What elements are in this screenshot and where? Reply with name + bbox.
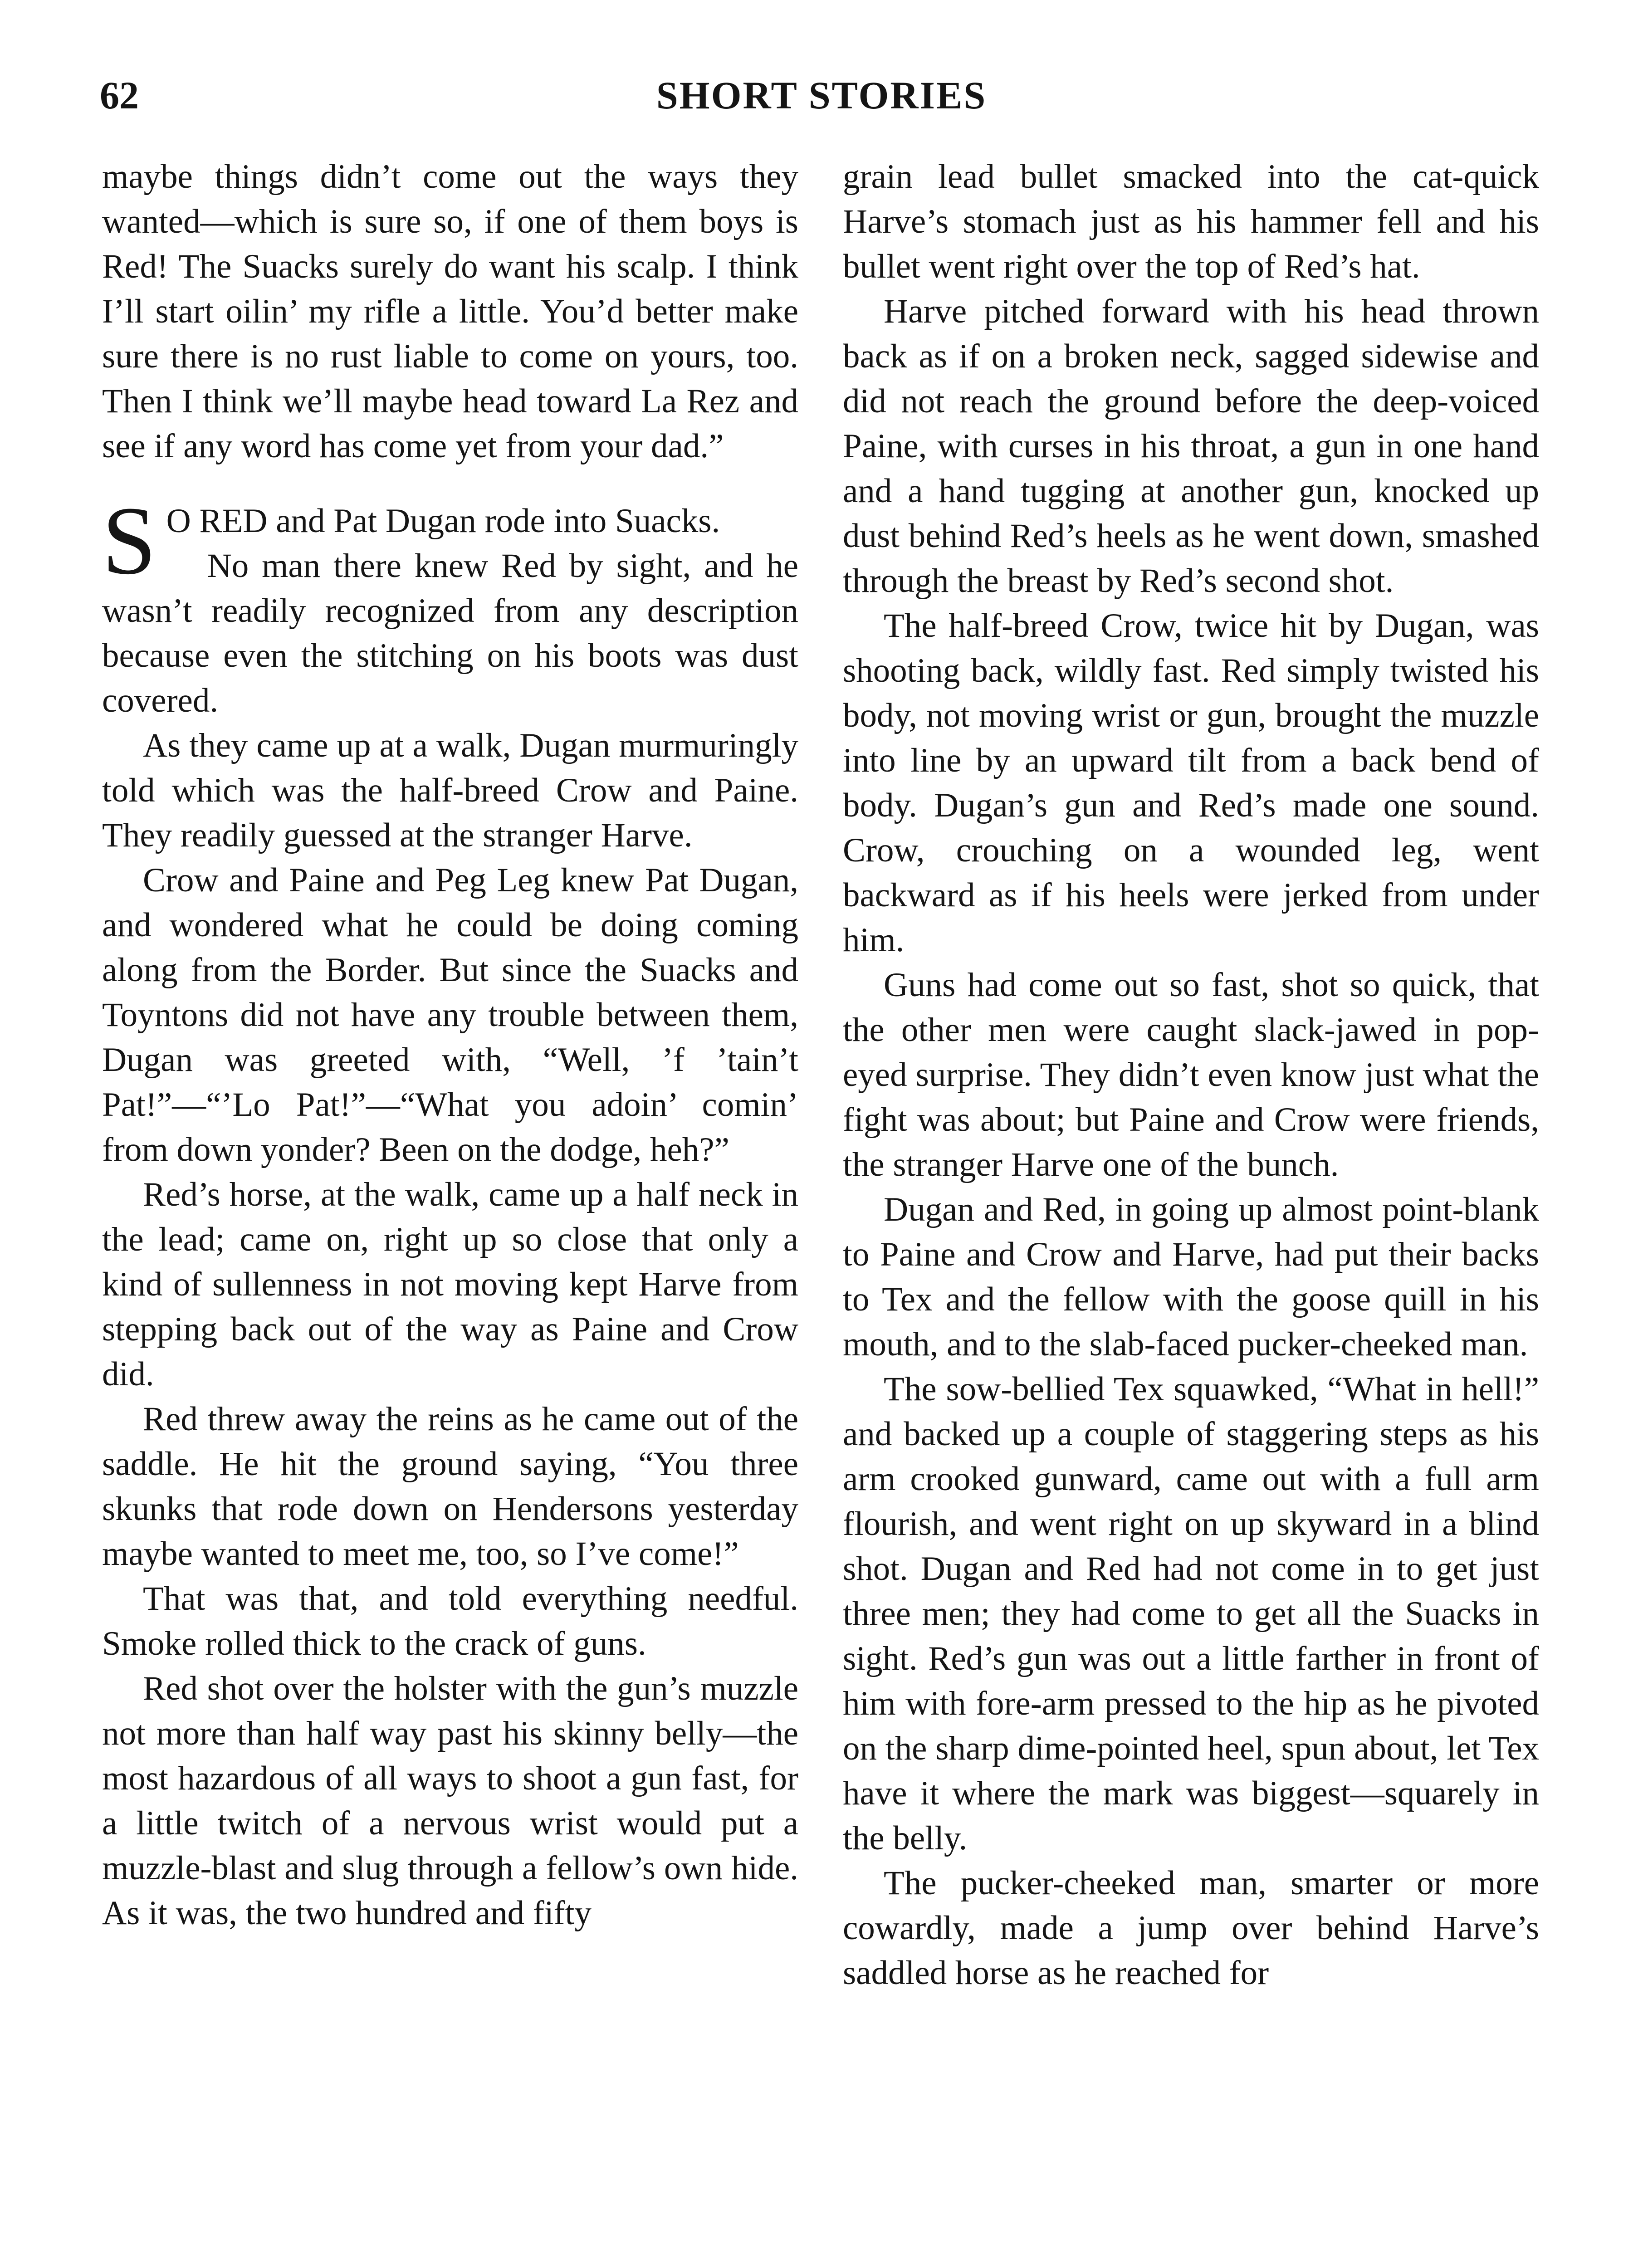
page-header	[100, 68, 1543, 122]
paragraph: Crow and Paine and Peg Leg knew Pat Dugan, and wondered what he could be doing coming along from the Border. But since the Suacks and Toyntons did not have any trouble between them, Dugan was greeted with, “Well, ’f ’tain’t Pat!”—“’Lo Pat!”—“What you adoin’ comin’ from down yonder? Been on the dodge, heh?”	[102, 861, 798, 1168]
running-head: SHORT STORIES	[656, 73, 987, 117]
paragraph: Red threw away the reins as he came out of the saddle. He hit the ground saying, “You three skunks that rode down on Hendersons yesterday maybe wanted to meet me, too, so I’ve come!”	[102, 1400, 798, 1573]
paragraph: The pucker-cheeked man, smarter or more cowardly, made a jump over behind Harve’s saddled horse as he reached for	[843, 1864, 1539, 1992]
paragraph-text: O RED and Pat Dugan rode into Suacks.	[166, 502, 720, 540]
paragraph: grain lead bullet smacked into the cat-quick Harve’s stomach just as his hammer fell and his bullet went right over the top of Red’s hat.	[843, 158, 1539, 285]
paragraph: Red shot over the holster with the gun’s muzzle not more than half way past his skinny belly—the most hazardous of all ways to shoot a gun fast, for a little twitch of a nervous wrist would put a muzzle-blast and slug through a fellow’s own hide. As it was, the two hundred and fifty	[102, 1670, 798, 1932]
paragraph: That was that, and told everything needful. Smoke rolled thick to the crack of guns.	[102, 1580, 798, 1662]
paragraph: Guns had come out so fast, shot so quick, that the other men were caught slack-jawed in pop-eyed surprise. They didn’t even know just what the fight was about; but Paine and Crow were friends, the stranger Harve one of the bunch.	[843, 966, 1539, 1183]
paragraph: The half-breed Crow, twice hit by Dugan, was shooting back, wildly fast. Red simply twisted his body, not moving wrist or gun, brought the muzzle into line by an upward tilt from a back bend of body. Dugan’s gun and Red’s made one sound. Crow, crouching on a wounded leg, went backward as if his heels were jerked from under him.	[843, 607, 1539, 959]
paragraph: Red’s horse, at the walk, came up a half neck in the lead; came on, right up so close that only a kind of sullenness in not moving kept Harve from stepping back out of the way as Paine and Crow did.	[102, 1176, 798, 1393]
page-number: 62	[100, 73, 139, 117]
paragraph: The sow-bellied Tex squawked, “What in hell!” and backed up a couple of staggering steps as his arm crooked gunward, came out with a full arm flourish, and went right on up skyward in a blind shot. Dugan and Red had not come in to get just three men; they had come to get all the Suacks in sight. Red’s gun was out a little farther in front of him with fore-arm pressed to the hip as he pivoted on the sharp dime-pointed heel, spun about, let Tex have it where the mark was biggest—squarely in the belly.	[843, 1370, 1539, 1857]
paragraph: No man there knew Red by sight, and he wasn’t readily recognized from any description because even the stitching on his boots was dust covered.	[102, 547, 798, 719]
paragraph: As they came up at a walk, Dugan murmuringly told which was the half-breed Crow and Paine. They readily guessed at the stranger Harve.	[102, 727, 798, 854]
right-column	[843, 154, 1539, 1995]
paragraph: Harve pitched forward with his head thrown back as if on a broken neck, sagged sidewise and did not reach the ground before the deep-voiced Paine, with curses in his throat, a gun in one hand and a hand tugging at another gun, knocked up dust behind Red’s heels as he went down, smashed through the breast by Red’s second shot.	[843, 293, 1539, 600]
section-opening-paragraph	[102, 486, 798, 595]
paragraph: maybe things didn’t come out the ways they wanted—which is sure so, if one of them boys is Red! The Suacks surely do want his scalp. I think I’ll start oilin’ my rifle a little. You’d better make sure there is no rust liable to come on yours, too. Then I think we’ll maybe head toward La Rez and see if any word has come yet from your dad.”	[102, 158, 798, 465]
left-column	[102, 154, 798, 1936]
drop-cap: S	[102, 486, 156, 595]
paragraph: Dugan and Red, in going up almost point-blank to Paine and Crow and Harve, had put their backs to Tex and the fellow with the goose quill in his mouth, and to the slab-faced pucker-cheeked man.	[843, 1191, 1539, 1363]
